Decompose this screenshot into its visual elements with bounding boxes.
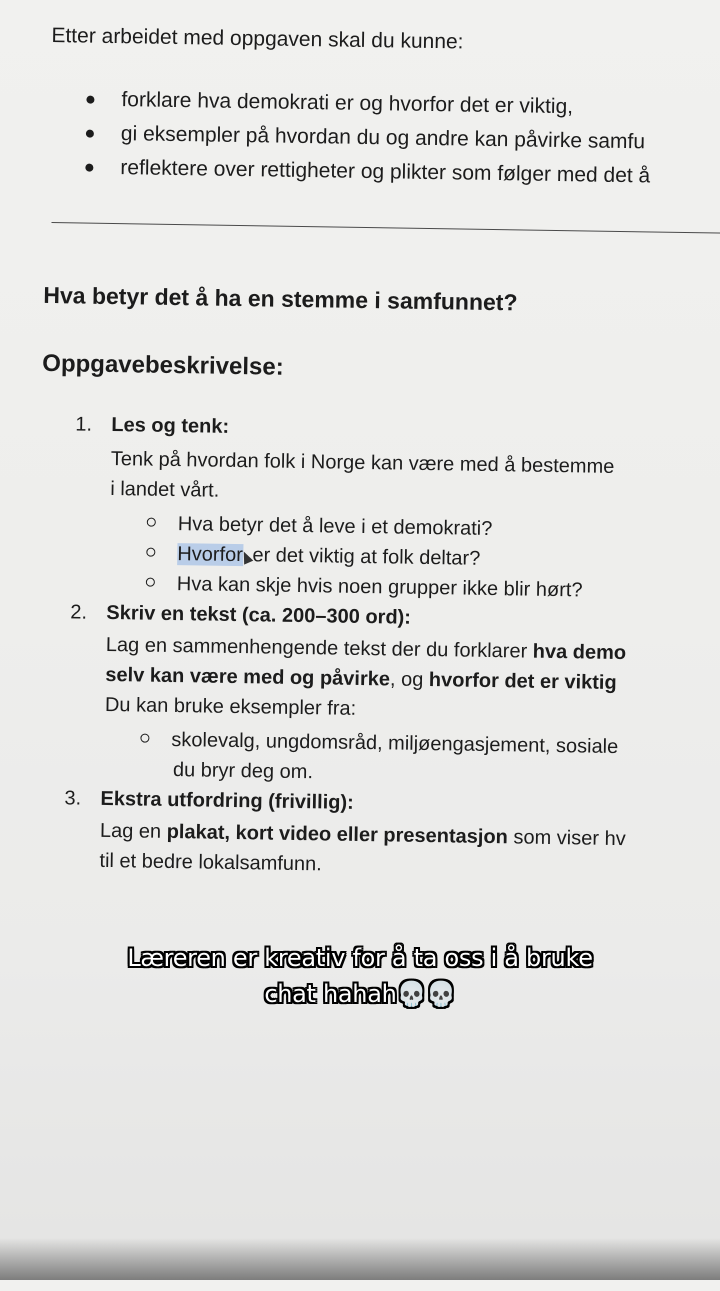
- task-text[interactable]: Lag en sammenhengende tekst der du forklarer hva demo: [105, 633, 627, 665]
- task-text[interactable]: Tenk på hvordan folk i Norge kan være med å bestemme: [110, 448, 615, 478]
- task-title: Ekstra utfordring (frivillig):: [100, 787, 354, 814]
- bullet-icon: [86, 130, 94, 138]
- task-title: Les og tenk:: [111, 414, 230, 438]
- video-caption: [0, 940, 720, 1012]
- horizontal-divider: [51, 222, 720, 234]
- screen-edge-shadow: [0, 1238, 720, 1280]
- task-text[interactable]: i landet vårt.: [110, 478, 220, 502]
- circle-bullet-icon: [147, 518, 156, 527]
- list-item: forklare hva demokrati er og hvorfor det er viktig,: [86, 83, 651, 126]
- intro-text: Etter arbeidet med oppgaven skal du kunne:: [51, 24, 464, 54]
- task-number: 3.: [64, 787, 82, 810]
- bullet-icon: [86, 96, 94, 104]
- task-text[interactable]: Lag en plakat, kort video eller presentasjon som viser hv: [99, 819, 626, 851]
- caption-line: chat hahah💀💀: [264, 980, 456, 1008]
- task-title: Skriv en tekst (ca. 200–300 ord):: [106, 601, 412, 629]
- section-heading: Hva betyr det å ha en stemme i samfunnet?: [43, 281, 518, 316]
- circle-bullet-icon: [146, 548, 155, 557]
- question-item[interactable]: Hva kan skje hvis noen grupper ikke blir hørt?: [146, 573, 583, 603]
- task-text[interactable]: Du kan bruke eksempler fra:: [104, 693, 357, 720]
- bullet-icon: [85, 164, 93, 172]
- example-item-continuation[interactable]: du bryr deg om.: [172, 759, 314, 784]
- list-item: reflektere over rettigheter og plikter som følger med det å: [85, 151, 650, 194]
- question-item[interactable]: Hvorfor er det viktig at folk deltar?: [146, 543, 480, 571]
- list-item: gi eksempler på hvordan du og andre kan påvirke samfu: [86, 117, 651, 160]
- task-number: 2.: [70, 601, 88, 624]
- task-text[interactable]: til et bedre lokalsamfunn.: [99, 849, 322, 876]
- task-number: 1.: [75, 413, 93, 436]
- question-item[interactable]: Hva betyr det å leve i et demokrati?: [147, 513, 493, 541]
- circle-bullet-icon: [140, 734, 149, 743]
- caption-line: Læreren er kreativ for å ta oss i å bruke: [127, 944, 593, 972]
- example-item[interactable]: skolevalg, ungdomsråd, miljøengasjement, sosiale: [140, 729, 618, 760]
- text-selection-highlight[interactable]: Hvorfor: [177, 543, 244, 567]
- learning-goals-list: [85, 83, 651, 194]
- task-text[interactable]: selv kan være med og påvirke, og hvorfor det er viktig: [105, 663, 617, 694]
- task-description-heading: Oppgavebeskrivelse:: [42, 349, 284, 381]
- circle-bullet-icon: [146, 578, 155, 587]
